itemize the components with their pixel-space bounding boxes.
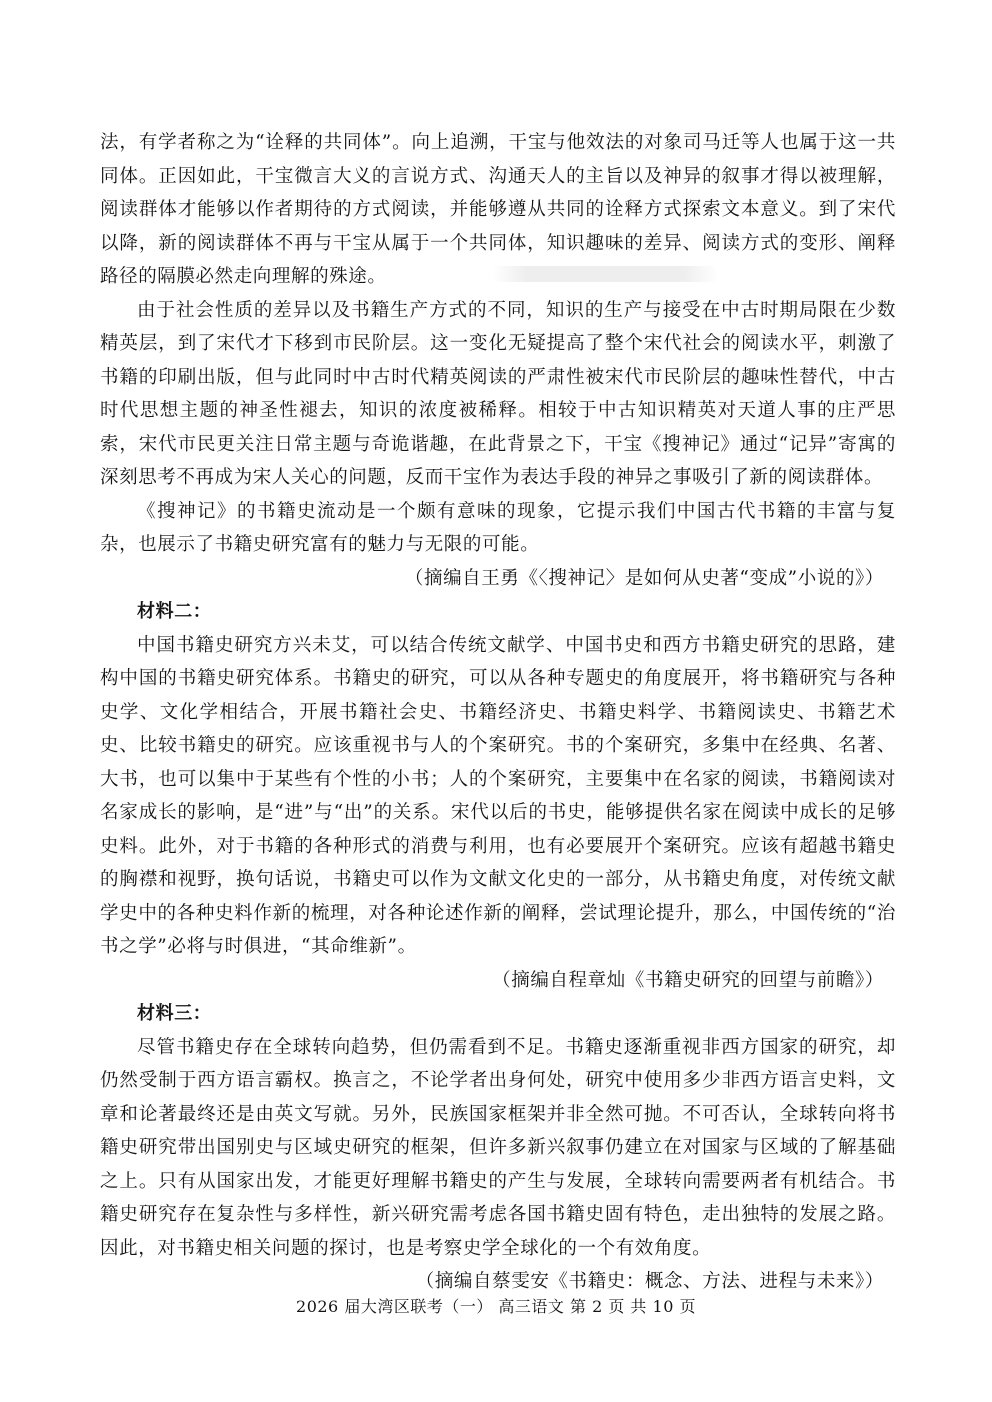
paragraph-1: 法，有学者称之为“诠释的共同体”。向上追溯，干宝与他效法的对象司马迁等人也属于这一共同体。正因如此，干宝微言大义的言说方式、沟通天人的主旨以及神异的叙事才得以被理解，阅读群体才能够以作者期待的方式阅读，并能够遵从共同的诠释方式探索文本意义。到了宋代以降，新的阅读群体不再与干宝从属于一个共同体，知识趣味的差异、阅读方式的变形、阐释路径的隔膜必然走向理解的殊途。 (100, 132, 896, 287)
source-citation-2: （摘编自程章灿《书籍史研究的回望与前瞻》） (492, 969, 884, 991)
page-footer: 2026 届大湾区联考（一） 高三语文 第 2 页 共 10 页 (296, 1297, 696, 1316)
source-citation-3: （摘编自蔡雯安《书籍史：概念、方法、进程与未来》） (415, 1271, 884, 1292)
paragraph-3: 《搜神记》的书籍史流动是一个颇有意味的现象，它提示我们中国古代书籍的丰富与复杂，也展示了书籍史研究富有的魅力与无限的可能。 (100, 500, 896, 555)
material-3-heading: 材料三： (137, 1003, 212, 1024)
reading-passage (100, 126, 896, 1299)
paragraph-2: 由于社会性质的差异以及书籍生产方式的不同，知识的生产与接受在中古时期局限在少数精英层，到了宋代才下移到市民阶层。这一变化无疑提高了整个宋代社会的阅读水平，刺激了书籍的印刷出版，但与此同时中古时代精英阅读的严肃性被宋代市民阶层的趣味性替代，中古时代思想主题的神圣性褪去，知识的浓度被稀释。相较于中古知识精英对天道人事的庄严思索，宋代市民更关注日常主题与奇诡谐趣，在此背景之下，干宝《搜神记》通过“记异”寄寓的深刻思考不再成为宋人关心的问题，反而干宝作为表达手段的神异之事吸引了新的阅读群体。 (100, 299, 896, 488)
source-citation-1: （摘编自王勇《〈搜神记〉是如何从史著“变成”小说的》） (404, 567, 884, 589)
material-2-heading: 材料二： (137, 601, 212, 622)
material-2-text: 中国书籍史研究方兴未艾，可以结合传统文献学、中国书史和西方书籍史研究的思路，建构中国的书籍史研究体系。书籍史的研究，可以从各种专题史的角度展开，将书籍研究与各种史学、文化学相结合，开展书籍社会史、书籍经济史、书籍史料学、书籍阅读史、书籍艺术史、比较书籍史的研究。应该重视书与人的个案研究。书的个案研究，多集中在经典、名著、大书，也可以集中于某些有个性的小书；人的个案研究，主要集中在名家的阅读，书籍阅读对名家成长的影响，是“进”与“出”的关系。宋代以后的书史，能够提供名家在阅读中成长的足够史料。此外，对于书籍的各种形式的消费与利用，也有必要展开个案研究。应该有超越书籍史的胸襟和视野，换句话说，书籍史可以作为文献文化史的一部分，从书籍史角度，对传统文献学史中的各种史料作新的梳理，对各种论述作新的阐释，尝试理论提升，那么，中国传统的“治书之学”必将与时俱进，“其命维新”。 (100, 634, 896, 957)
material-3-text: 尽管书籍史存在全球转向趋势，但仍需看到不足。书籍史逐渐重视非西方国家的研究，却仍然受制于西方语言霸权。换言之，不论学者出身何处，研究中使用多少非西方语言史料，文章和论著最终还是由英文写就。另外，民族国家框架并非全然可抛。不可否认，全球转向将书籍史研究带出国别史与区域史研究的框架，但许多新兴叙事仍建立在对国家与区域的了解基础之上。只有从国家出发，才能更好理解书籍史的产生与发展，全球转向需要两者有机结合。书籍史研究存在复杂性与多样性，新兴研究需考虑各国书籍史固有特色，走出独特的发展之路。因此，对书籍史相关问题的探讨，也是考察史学全球化的一个有效角度。 (100, 1036, 896, 1259)
